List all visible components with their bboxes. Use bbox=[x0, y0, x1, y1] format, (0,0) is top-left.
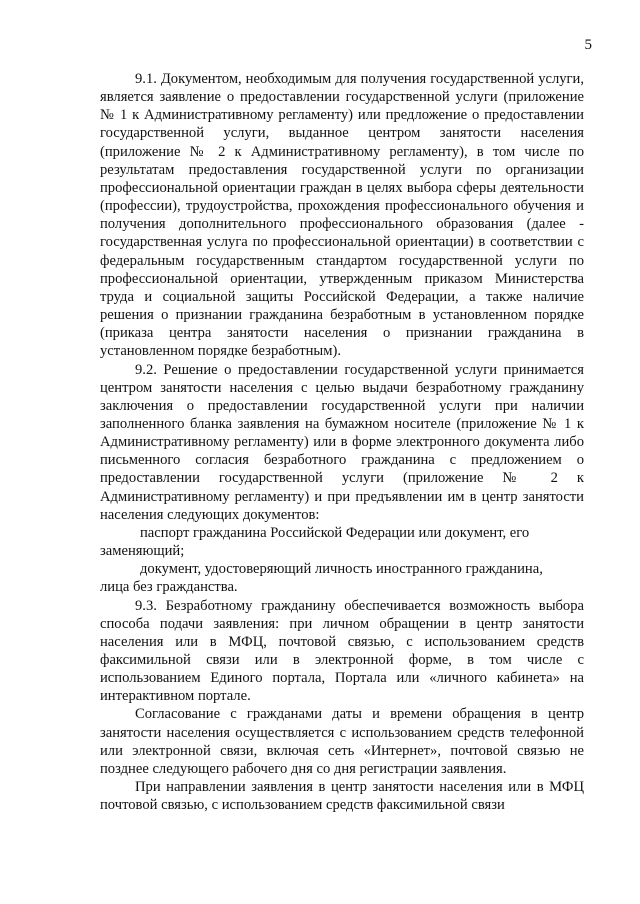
list-item-passport-continuation: заменяющий; bbox=[100, 543, 185, 560]
paragraph-postal-submission: При направлении заявления в центр занятости населения или в МФЦ почтовой связью, с использованием средств факсимильной связи bbox=[100, 779, 584, 814]
paragraph-scheduling: Согласование с гражданами даты и времени обращения в центр занятости населения осуществляется с использованием средств телефонной или электронной связи, включая сеть «Интернет», почтовой связью не позднее следующего рабочего дня со дня регистрации заявления. bbox=[100, 706, 584, 777]
paragraph-9-2: 9.2. Решение о предоставлении государственной услуги принимается центром занятости населения с целью выдачи безработному гражданину заключения о предоставлении государственной услуги при наличии заполненного бланка заявления на бумажном носителе (приложение № 1 к Административному регламенту) или в форме электронного документа либо письменного согласия безработного гражданина с предложением о предоставлении государственной услуги (приложение № 2 к Административному регламенту) и при предъявлении им в центр занятости населения следующих документов: bbox=[100, 361, 584, 523]
list-item-passport: паспорт гражданина Российской Федерации или документ, его bbox=[140, 524, 530, 541]
paragraph-9-3: 9.3. Безработному гражданину обеспечивается возможность выбора способа подачи заявления: при личном обращении в центр занятости населения или в МФЦ, почтовой связью, с использованием средств факсимильной связи или в электронной форме, в том числе с использованием Единого портала, Портала или «личного кабинета» на интерактивном портале. bbox=[100, 597, 584, 705]
paragraph-9-1: 9.1. Документом, необходимым для получения государственной услуги, является заявление о предоставлении государственной услуги (приложение № 1 к Административному регламенту) или предложение о предоставлении государственной услуги, выданное центром занятости населения (приложение № 2 к Административному регламенту), в том числе по результатам предоставления государственной услуги по организации профессиональной ориентации граждан в целях выбора сферы деятельности (профессии), трудоустройства, прохождения профессионального обучения и получения дополнительного профессионального образования (далее - государственная услуга по профессиональной ориентации) в соответствии с федеральным государственным стандартом государственной услуги по профессиональной ориентации, утвержденным приказом Министерства труда и социальной защиты Российской Федерации, а также наличие решения о признании гражданина безработным в установленном порядке (приказа центра занятости населения о признании гражданина в установленном порядке безработным). bbox=[100, 71, 584, 360]
page-number: 5 bbox=[584, 37, 592, 53]
list-item-foreign-id: документ, удостоверяющий личность иностранного гражданина, bbox=[140, 561, 543, 578]
list-item-foreign-id-continuation: лица без гражданства. bbox=[100, 579, 238, 596]
document-body bbox=[100, 70, 584, 814]
